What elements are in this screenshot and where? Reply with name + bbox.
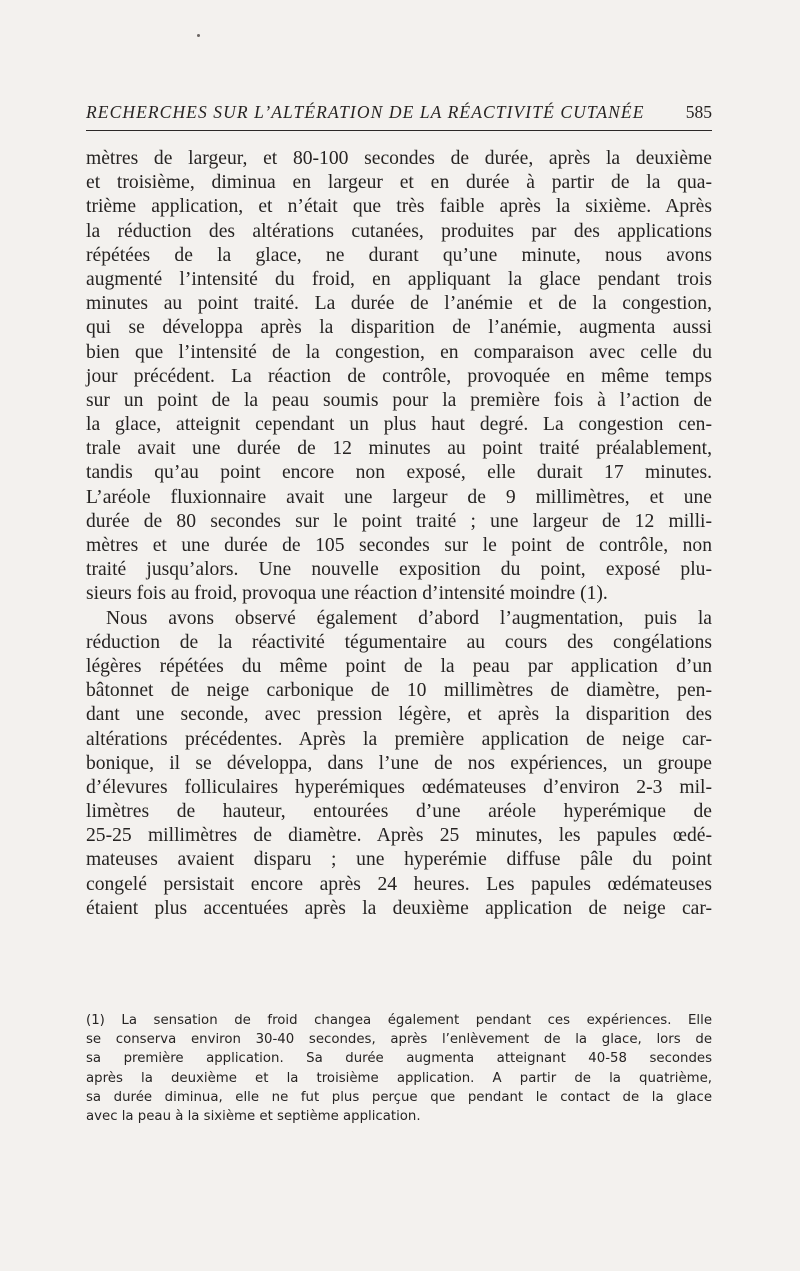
footnote-line: sa première application. Sa durée augmenta atteignant 40-58 secondes — [86, 1051, 712, 1067]
text-line: trième application, et n’était que très faible après la sixième. Après — [86, 196, 712, 218]
text-line: limètres de hauteur, entourées d’une aréole hyperémique de — [86, 801, 712, 823]
text-line-paragraph-end: sieurs fois au froid, provoqua une réaction d’intensité moindre (1). — [86, 583, 608, 605]
text-line: réduction de la réactivité tégumentaire au cours des congélations — [86, 631, 712, 653]
text-line: la réduction des altérations cutanées, produites par des applications — [86, 220, 712, 242]
text-line-paragraph-start: Nous avons observé également d’abord l’augmentation, puis la — [106, 607, 712, 629]
text-line: durée de 80 secondes sur le point traité ; une largeur de 12 milli- — [86, 510, 712, 532]
running-title: RECHERCHES SUR L’ALTÉRATION DE LA RÉACTIVITÉ CUTANÉE — [86, 102, 645, 122]
text-line: bien que l’intensité de la congestion, en comparaison avec celle du — [86, 341, 712, 363]
text-line: bâtonnet de neige carbonique de 10 millimètres de diamètre, pen- — [86, 680, 712, 702]
text-line: mètres et une durée de 105 secondes sur le point de contrôle, non — [86, 535, 712, 556]
page-number: 585 — [685, 102, 712, 122]
ink-speck — [197, 34, 200, 37]
footnote-line: (1) La sensation de froid changea également pendant ces expériences. Elle — [86, 1013, 712, 1028]
text-line: 25-25 millimètres de diamètre. Après 25 minutes, les papules œdé- — [86, 825, 712, 847]
text-line: bonique, il se développa, dans l’une de nos expériences, un groupe — [86, 752, 712, 774]
footnotes — [86, 1011, 712, 1126]
footnote-line: sa durée diminua, elle ne fut plus perçue que pendant le contact de la glace — [86, 1089, 712, 1105]
text-line: qui se développa après la disparition de l’anémie, augmenta aussi — [86, 317, 712, 339]
text-line: mètres de largeur, et 80-100 secondes de durée, après la deuxième — [86, 148, 712, 169]
text-line: la glace, atteignit cependant un plus haut degré. La congestion cen- — [86, 414, 712, 436]
text-line: altérations précédentes. Après la première application de neige car- — [86, 728, 712, 750]
header-rule — [86, 130, 712, 131]
text-line: mateuses avaient disparu ; une hyperémie diffuse pâle du point — [86, 849, 712, 871]
text-line: traité jusqu’alors. Une nouvelle exposition du point, exposé plu- — [86, 559, 712, 581]
text-line: et troisième, diminua en largeur et en durée à partir de la qua- — [86, 172, 712, 194]
text-line: légères répétées du même point de la peau par application d’un — [86, 655, 712, 677]
text-line: répétées de la glace, ne durant qu’une minute, nous avons — [86, 244, 712, 266]
text-line: augmenté l’intensité du froid, en appliquant la glace pendant trois — [86, 268, 712, 290]
text-line: L’aréole fluxionnaire avait une largeur de 9 millimètres, et une — [86, 486, 712, 508]
text-line: étaient plus accentuées après la deuxième application de neige car- — [86, 897, 712, 919]
text-line: congelé persistait encore après 24 heures. Les papules œdémateuses — [86, 873, 712, 895]
footnote-line: après la deuxième et la troisième application. A partir de la quatrième, — [86, 1070, 712, 1086]
text-line: tandis qu’au point encore non exposé, elle durait 17 minutes. — [86, 462, 712, 484]
text-line: minutes au point traité. La durée de l’anémie et de la congestion, — [86, 293, 712, 315]
footnote-line: se conserva environ 30-40 secondes, après l’enlèvement de la glace, lors de — [86, 1032, 712, 1048]
body-text — [86, 147, 712, 921]
text-line: sur un point de la peau soumis pour la première fois à l’action de — [86, 389, 712, 411]
running-header — [86, 102, 712, 123]
text-line: jour précédent. La réaction de contrôle, provoquée en même temps — [86, 365, 712, 387]
text-line: d’élevures folliculaires hyperémiques œdémateuses d’environ 2-3 mil- — [86, 776, 712, 798]
footnote-line: avec la peau à la sixième et septième application. — [86, 1108, 421, 1124]
text-line: dant une seconde, avec pression légère, et après la disparition des — [86, 704, 712, 726]
text-line: trale avait une durée de 12 minutes au point traité préalablement, — [86, 438, 712, 460]
